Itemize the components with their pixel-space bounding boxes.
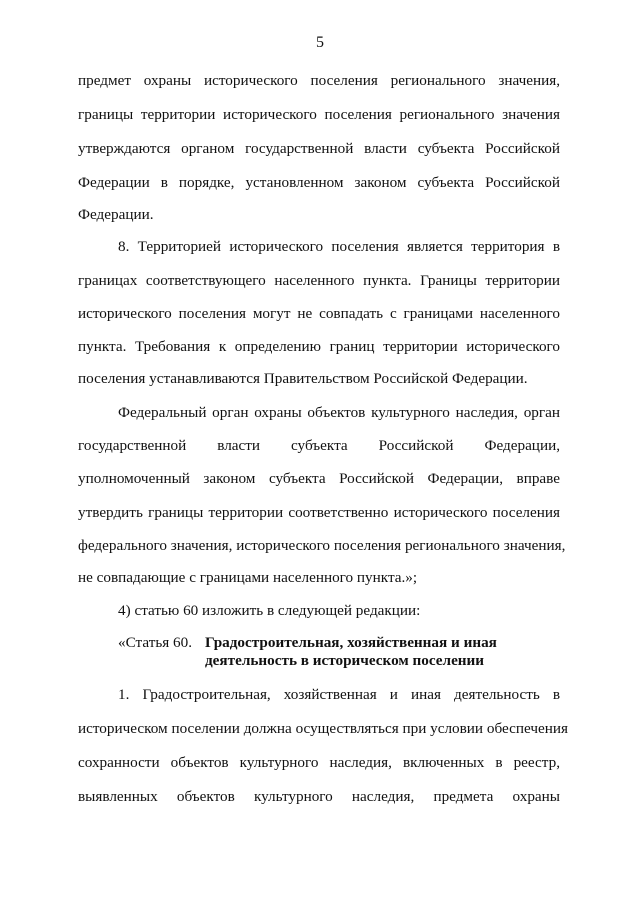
- paragraph-line: поселения устанавливаются Правительством Российской Федерации.: [78, 370, 528, 387]
- paragraph-line: Федерации.: [78, 206, 154, 223]
- paragraph-line: Федерации в порядке, установленном законом субъекта Российской: [78, 174, 560, 191]
- paragraph-line: уполномоченный законом субъекта Российской Федерации, вправе: [78, 470, 560, 487]
- paragraph-line: государственной власти субъекта Российской Федерации,: [78, 437, 560, 454]
- paragraph-line: 8. Территорией исторического поселения является территория в: [118, 238, 560, 255]
- paragraph-line: историческом поселении должна осуществляться при условии обеспечения: [78, 720, 568, 737]
- paragraph-line: 4) статью 60 изложить в следующей редакции:: [118, 602, 421, 619]
- paragraph-line: исторического поселения могут не совпадать с границами населенного: [78, 305, 560, 322]
- article-title: [205, 634, 497, 670]
- article-number: «Статья 60.: [118, 634, 193, 651]
- article-title-line: деятельность в историческом поселении: [205, 652, 485, 669]
- paragraph-line: сохранности объектов культурного наследия, включенных в реестр,: [78, 754, 560, 771]
- paragraph-line: утвердить границы территории соответственно исторического поселения: [78, 504, 560, 521]
- paragraph-line: границы территории исторического поселения регионального значения: [78, 106, 560, 123]
- paragraph-line: не совпадающие с границами населенного пункта.»;: [78, 569, 418, 586]
- paragraph-line: федерального значения, исторического поселения регионального значения,: [78, 537, 566, 554]
- paragraph-line: Федеральный орган охраны объектов культурного наследия, орган: [118, 404, 560, 421]
- page-number: 5: [316, 34, 324, 51]
- paragraph-line: пункта. Требования к определению границ территории исторического: [78, 338, 560, 355]
- paragraph-line: выявленных объектов культурного наследия, предмета охраны: [78, 788, 560, 805]
- paragraph-line: границах соответствующего населенного пункта. Границы территории: [78, 272, 560, 289]
- paragraph-line: утверждаются органом государственной власти субъекта Российской: [78, 140, 560, 157]
- paragraph-line: предмет охраны исторического поселения регионального значения,: [78, 72, 560, 89]
- article-title-line: Градостроительная, хозяйственная и иная: [205, 634, 497, 651]
- paragraph-line: 1. Градостроительная, хозяйственная и иная деятельность в: [118, 686, 560, 703]
